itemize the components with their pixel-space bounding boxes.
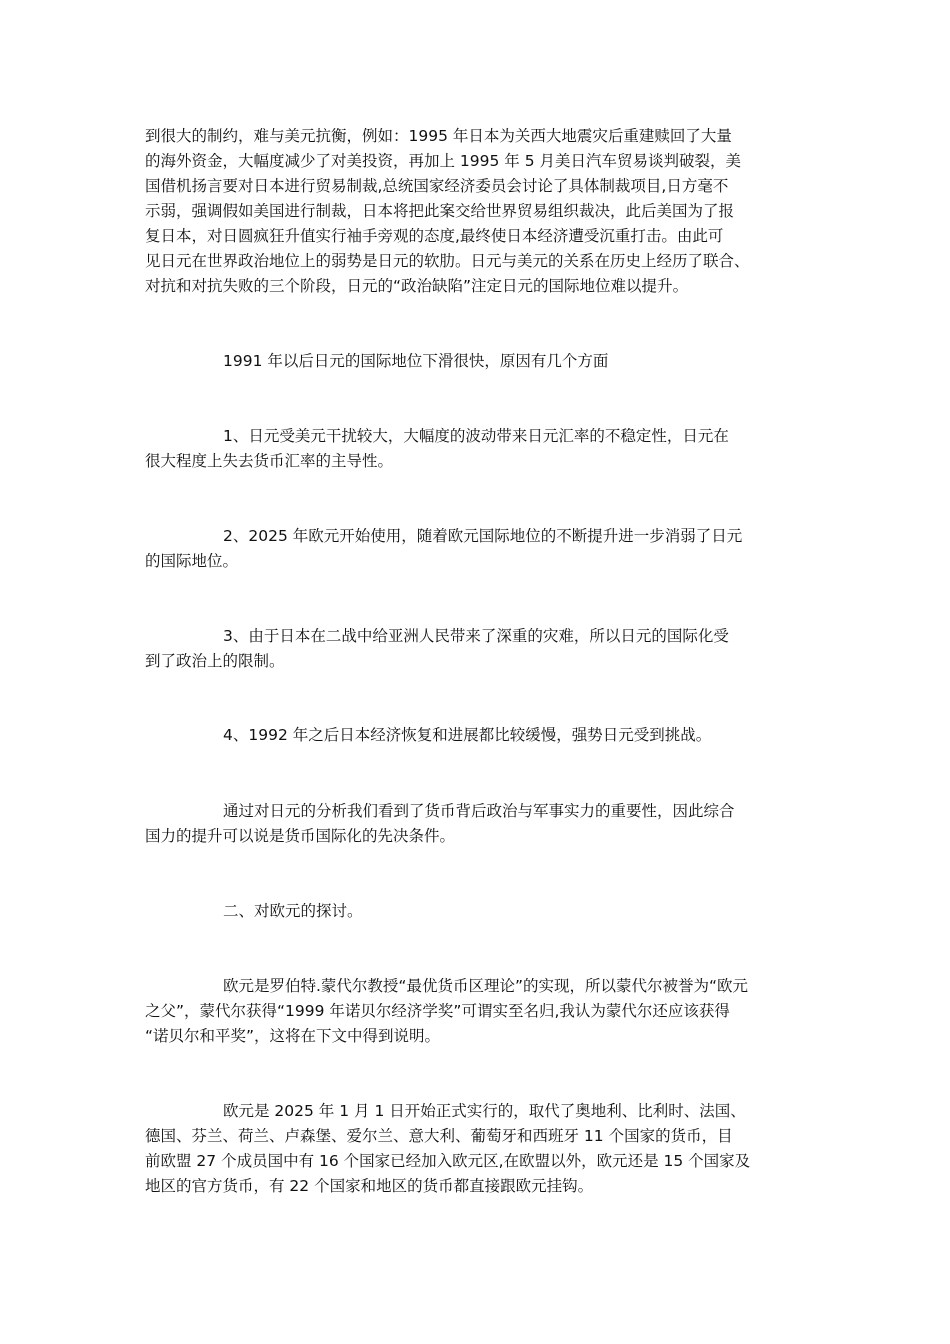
text-line: 的国际地位。 xyxy=(145,552,239,570)
text-line: 欧元是 2025 年 1 月 1 日开始正式实行的，取代了奥地利、比利时、法国、 xyxy=(223,1102,746,1120)
text-line: 地区的官方货币，有 22 个国家和地区的货币都直接跟欧元挂钩。 xyxy=(145,1177,594,1195)
text-line: 对抗和对抗失败的三个阶段，日元的“政治缺陷”注定日元的国际地位难以提升。 xyxy=(145,277,689,295)
text-line: 1991 年以后日元的国际地位下滑很快，原因有几个方面 xyxy=(223,352,609,370)
text-line: 德国、芬兰、荷兰、卢森堡、爱尔兰、意大利、葡萄牙和西班牙 11 个国家的货币，目 xyxy=(145,1127,733,1145)
text-line: 前欧盟 27 个成员国中有 16 个国家已经加入欧元区,在欧盟以外，欧元还是 15 个国家及 xyxy=(145,1152,751,1170)
paragraph-decline-heading xyxy=(145,349,825,374)
text-line: 示弱，强调假如美国进行制裁，日本将把此案交给世界贸易组织裁决，此后美国为了报 xyxy=(145,202,735,220)
text-line: 二、对欧元的探讨。 xyxy=(223,902,363,920)
text-line: 国借机扬言要对日本进行贸易制裁,总统国家经济委员会讨论了具体制裁项目,日方毫不 xyxy=(145,177,729,195)
text-line: 复日本，对日圆疯狂升值实行袖手旁观的态度,最终使日本经济遭受沉重打击。由此可 xyxy=(145,227,724,245)
text-line: 通过对日元的分析我们看到了货币背后政治与军事实力的重要性，因此综合 xyxy=(223,802,735,820)
text-line: 2、2025 年欧元开始使用，随着欧元国际地位的不断提升进一步消弱了日元 xyxy=(223,527,743,545)
text-line: 国力的提升可以说是货币国际化的先决条件。 xyxy=(145,827,456,845)
paragraph-yen-politics xyxy=(145,124,825,299)
paragraph-reason-2 xyxy=(145,524,825,574)
text-line: 见日元在世界政治地位上的弱势是日元的软肋。日元与美元的关系在历史上经历了联合、 xyxy=(145,252,750,270)
text-line: 很大程度上失去货币汇率的主导性。 xyxy=(145,452,394,470)
paragraph-reason-3 xyxy=(145,624,825,674)
paragraph-reason-4 xyxy=(145,723,825,748)
text-line: 之父”，蒙代尔获得“1999 年诺贝尔经济学奖”可谓实至名归,我认为蒙代尔还应该获得 xyxy=(145,1002,730,1020)
text-line: 到了政治上的限制。 xyxy=(145,652,285,670)
paragraph-conclusion xyxy=(145,799,825,849)
section-heading-euro xyxy=(145,899,825,924)
paragraph-reason-1 xyxy=(145,424,825,474)
paragraph-mundell xyxy=(145,974,825,1049)
text-line: 欧元是罗伯特.蒙代尔教授“最优货币区理论”的实现，所以蒙代尔被誉为“欧元 xyxy=(223,977,749,995)
text-line: 3、由于日本在二战中给亚洲人民带来了深重的灾难，所以日元的国际化受 xyxy=(223,627,729,645)
text-line: 的海外资金，大幅度减少了对美投资，再加上 1995 年 5 月美日汽车贸易谈判破裂，美 xyxy=(145,152,742,170)
text-line: 到很大的制约，难与美元抗衡，例如：1995 年日本为关西大地震灾后重建赎回了大量 xyxy=(145,127,732,145)
text-line: 4、1992 年之后日本经济恢复和进展都比较缓慢，强势日元受到挑战。 xyxy=(223,726,712,744)
text-line: “诺贝尔和平奖”，这将在下文中得到说明。 xyxy=(145,1027,441,1045)
text-line: 1、日元受美元干扰较大，大幅度的波动带来日元汇率的不稳定性，日元在 xyxy=(223,427,729,445)
paragraph-euro-adoption xyxy=(145,1099,825,1199)
